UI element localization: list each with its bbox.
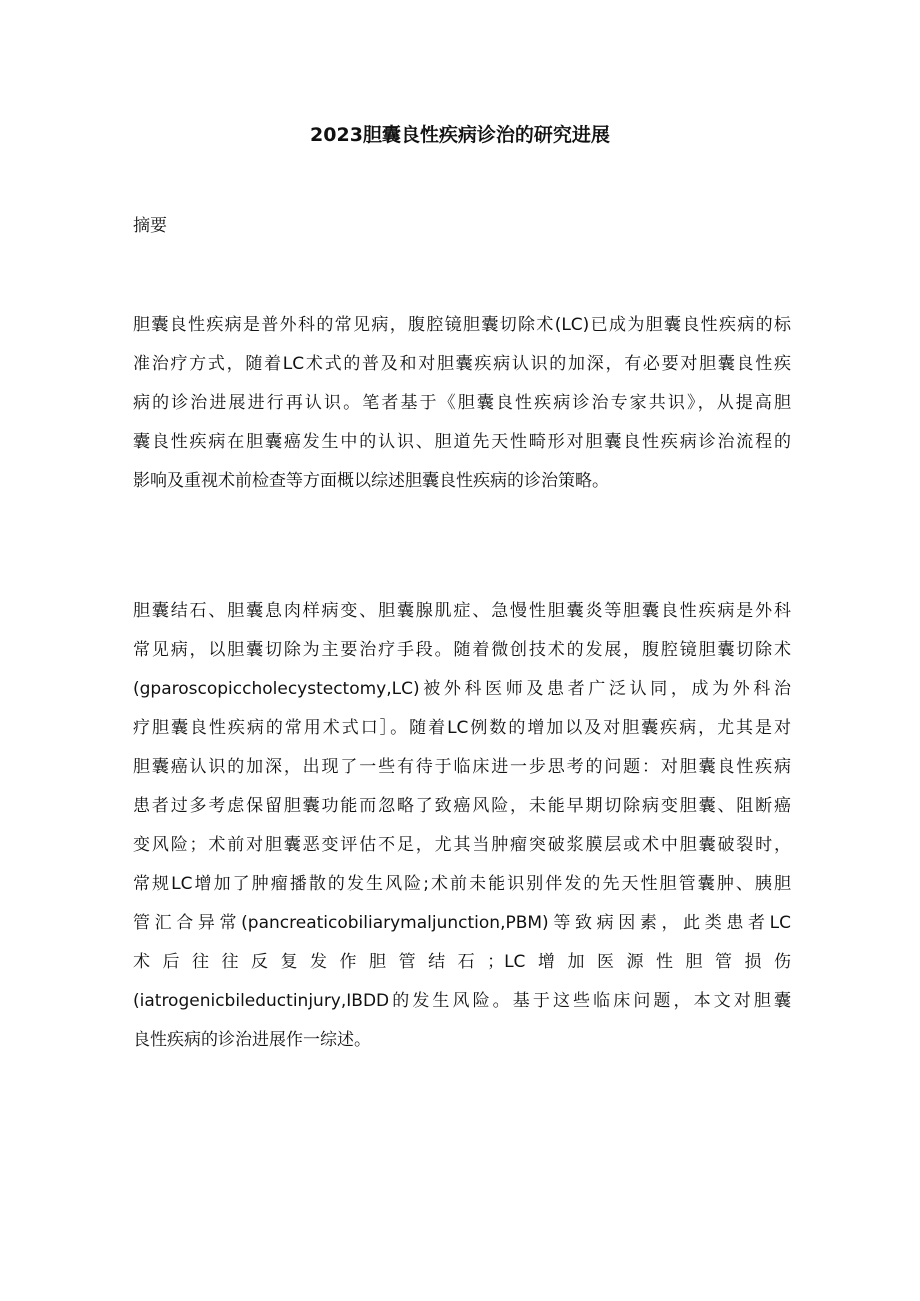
paragraph-line: 胆囊良性疾病是普外科的常见病，腹腔镜胆囊切除术(LC)已成为胆囊良性疾病的标 (133, 315, 791, 335)
paragraph-line: 变风险；术前对胆囊恶变评估不足，尤其当肿瘤突破浆膜层或术中胆囊破裂时， (133, 835, 791, 855)
abstract-heading: 摘要 (133, 216, 167, 236)
paragraph-line: 良性疾病的诊治进展作一综述。 (133, 1030, 371, 1050)
paragraph-line: 病的诊治进展进行再认识。笔者基于《胆囊良性疾病诊治专家共识》，从提高胆 (133, 393, 791, 413)
paragraph-line: 影响及重视术前检查等方面概以综述胆囊良性疾病的诊治策略。 (133, 471, 609, 491)
paragraph-line: 胆囊结石、胆囊息肉样病变、胆囊腺肌症、急慢性胆囊炎等胆囊良性疾病是外科 (133, 601, 791, 621)
paragraph-1 (133, 312, 791, 507)
paragraph-line: 常见病，以胆囊切除为主要治疗手段。随着微创技术的发展，腹腔镜胆囊切除术 (133, 640, 791, 660)
paragraph-line: 术后往往反复发作胆管结石；LC增加医源性胆管损伤 (133, 952, 791, 972)
paragraph-line: 患者过多考虑保留胆囊功能而忽略了致癌风险，未能早期切除病变胆囊、阻断癌 (133, 796, 791, 816)
document-title: 2023胆囊良性疾病诊治的研究进展 (310, 124, 610, 146)
paragraph-line: (iatrogenicbileductinjury,IBDD的发生风险。基于这些临床问题，本文对胆囊 (133, 991, 791, 1011)
paragraph-line: 常规LC增加了肿瘤播散的发生风险;术前未能识别伴发的先天性胆管囊肿、胰胆 (133, 874, 791, 894)
paragraph-line: (gparoscopiccholecystectomy,LC)被外科医师及患者广泛认同，成为外科治 (133, 679, 791, 699)
paragraph-line: 胆囊癌认识的加深，出现了一些有待于临床进一步思考的问题：对胆囊良性疾病 (133, 757, 791, 777)
paragraph-2 (133, 598, 791, 1066)
paragraph-line: 管汇合异常(pancreaticobiliarymaljunction,PBM)等致病因素，此类患者LC (133, 913, 791, 933)
paragraph-line: 疗胆囊良性疾病的常用术式口］。随着LC例数的增加以及对胆囊疾病，尤其是对 (133, 718, 791, 738)
paragraph-line: 准治疗方式，随着LC术式的普及和对胆囊疾病认识的加深，有必要对胆囊良性疾 (133, 354, 791, 374)
paragraph-line: 囊良性疾病在胆囊癌发生中的认识、胆道先天性畸形对胆囊良性疾病诊治流程的 (133, 432, 791, 452)
